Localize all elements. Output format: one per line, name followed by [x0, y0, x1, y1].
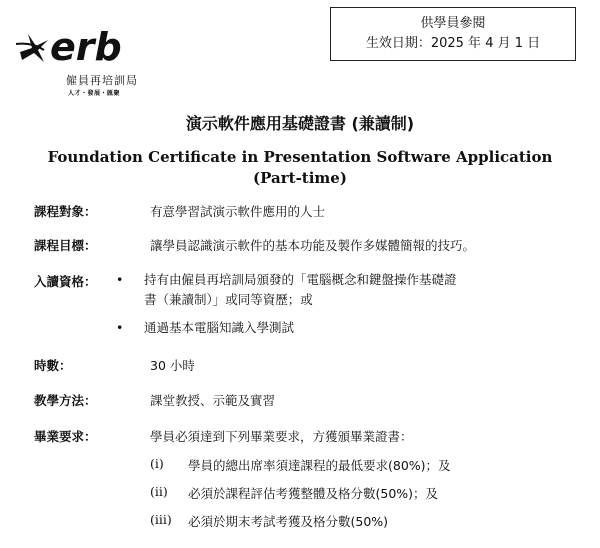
entry-bullet-2	[144, 318, 564, 338]
field-method-label: 教學方法：	[34, 393, 97, 408]
notice-reference: 供學員參閱	[420, 16, 486, 31]
logo-wordmark: erb	[50, 25, 122, 69]
logo-tagline: 人才・發展・匯聚	[68, 90, 121, 97]
requirement-1-number: (i)	[150, 456, 164, 471]
field-graduation-label: 畢業要求：	[34, 429, 97, 444]
entry-bullet-1-line1: 持有由僱員再培訓局頒發的「電腦概念和鍵盤操作基礎證	[144, 272, 457, 287]
field-hours-value: 30 小時	[150, 358, 195, 373]
course-title-en-line2: (Part-time)	[253, 169, 347, 187]
field-objective-label: 課程目標：	[34, 238, 97, 253]
entry-bullet-2-mark: •	[116, 320, 124, 335]
notice-box	[330, 7, 576, 61]
entry-bullet-1-mark: •	[116, 272, 124, 287]
requirement-2-text: 必須於課程評估考獲整體及格分數(50%)；及	[188, 486, 439, 501]
notice-effective-date: 生效日期：2025 年 4 月 1 日	[365, 36, 541, 51]
requirement-1-text: 學員的總出席率須達課程的最低要求(80%)；及	[188, 458, 451, 473]
course-title-cn: 演示軟件應用基礎證書 (兼讀制)	[185, 114, 415, 133]
course-title-en	[0, 147, 600, 189]
course-title-en-line1: Foundation Certificate in Presentation Software Application	[47, 148, 553, 166]
entry-bullet-1-line2: 書（兼讀制）」或同等資歷；或	[144, 292, 313, 307]
entry-bullet-1	[144, 270, 564, 310]
field-hours-label: 時數：	[34, 358, 72, 373]
requirement-3-number: (iii)	[150, 512, 172, 527]
erb-logo	[14, 22, 164, 102]
requirement-3-text: 必須於期末考試考獲及格分數(50%)	[188, 514, 389, 529]
field-target-value: 有意學習試演示軟件應用的人士	[150, 204, 326, 219]
field-method-value: 課堂教授、示範及實習	[150, 393, 276, 408]
logo-org-name: 僱員再培訓局	[66, 74, 138, 87]
field-graduation-value: 學員必須達到下列畢業要求，方獲頒畢業證書：	[150, 429, 413, 444]
erb-logo-graphic	[14, 22, 164, 72]
field-objective-value: 讓學員認識演示軟件的基本功能及製作多媒體簡報的技巧。	[150, 238, 476, 253]
field-target-label: 課程對象：	[34, 204, 97, 219]
requirement-2-number: (ii)	[150, 484, 168, 499]
field-entry-label: 入讀資格：	[34, 274, 97, 289]
entry-bullet-2-line1: 通過基本電腦知識入學測試	[144, 320, 295, 335]
